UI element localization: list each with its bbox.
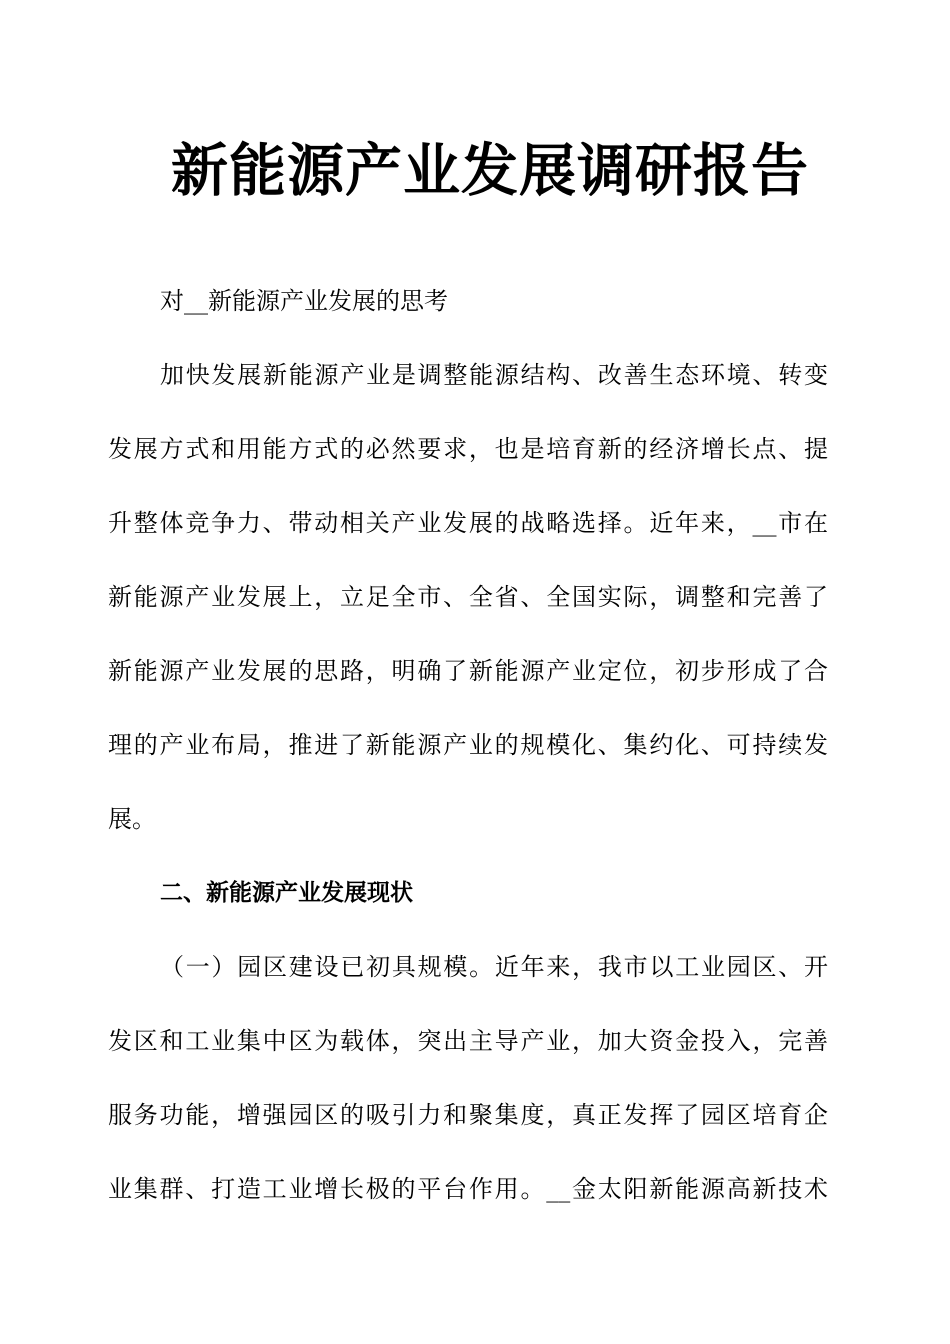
section-heading: 二、新能源产业发展现状 — [160, 880, 413, 906]
paragraph-2-line-2: 发区和工业集中区为载体，突出主导产业，加大资金投入，完善 — [108, 1027, 828, 1055]
intro-subtitle: 对__新能源产业发展的思考 — [160, 287, 448, 315]
document-title: 新能源产业发展调研报告 — [171, 138, 809, 204]
paragraph-2-line-1: （一）园区建设已初具规模。近年来，我市以工业园区、开 — [160, 953, 828, 981]
paragraph-1-line-6: 理的产业布局，推进了新能源产业的规模化、集约化、可持续发 — [108, 731, 828, 759]
paragraph-1-line-2: 发展方式和用能方式的必然要求，也是培育新的经济增长点、提 — [108, 435, 828, 463]
paragraph-1-line-7: 展。 — [108, 805, 156, 833]
paragraph-2-line-3: 服务功能，增强园区的吸引力和聚集度，真正发挥了园区培育企 — [108, 1101, 828, 1129]
paragraph-1-line-3: 升整体竞争力、带动相关产业发展的战略选择。近年来，__市在 — [108, 509, 828, 537]
paragraph-1-line-4: 新能源产业发展上，立足全市、全省、全国实际，调整和完善了 — [108, 583, 828, 611]
paragraph-2-line-4: 业集群、打造工业增长极的平台作用。__金太阳新能源高新技术 — [108, 1175, 828, 1203]
document-body — [108, 264, 828, 1226]
paragraph-1-line-1: 加快发展新能源产业是调整能源结构、改善生态环境、转变 — [160, 361, 828, 389]
paragraph-1-line-5: 新能源产业发展的思路，明确了新能源产业定位，初步形成了合 — [108, 657, 828, 685]
